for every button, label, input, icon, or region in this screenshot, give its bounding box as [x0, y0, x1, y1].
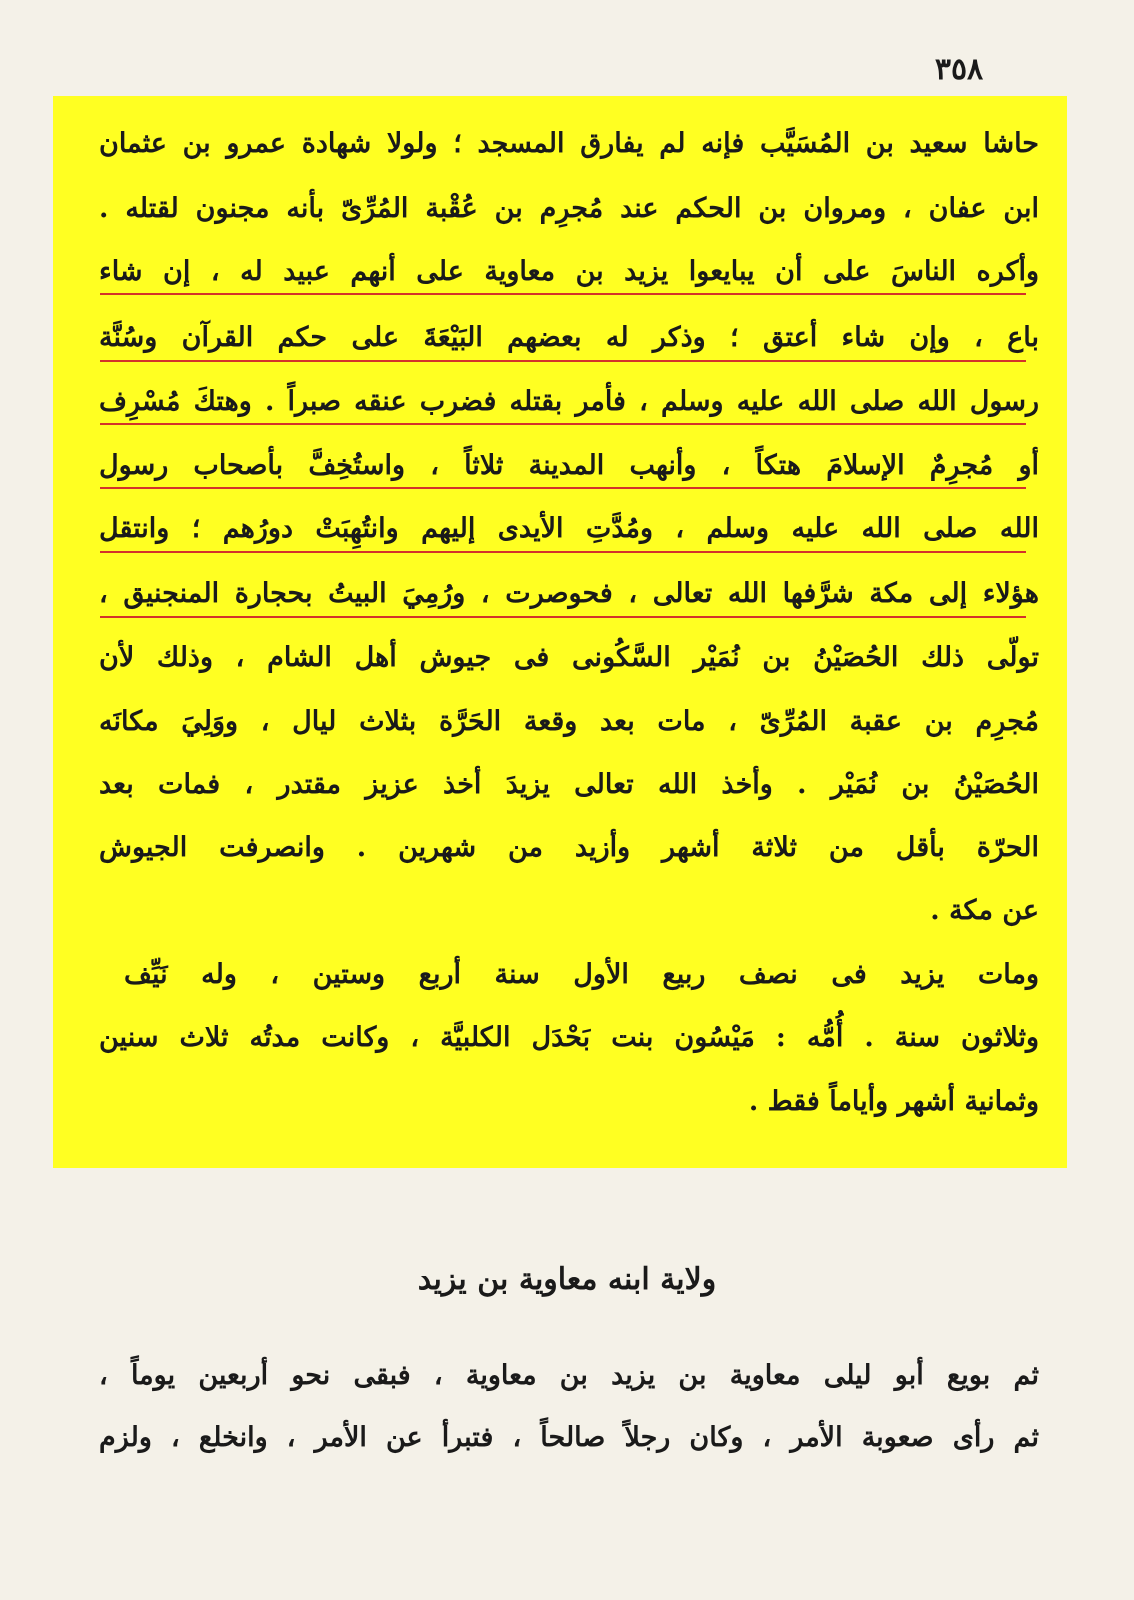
text-line: باع ، وإن شاء أعتق ؛ وذكر له بعضهم البَيْعَةَ على حكم القرآن وسُنَّة — [99, 322, 1039, 353]
red-underline — [100, 551, 1026, 553]
red-underline — [100, 616, 1026, 618]
page-number: ٣٥٨ — [934, 52, 984, 87]
red-underline — [100, 487, 1026, 489]
text-line: هؤلاء إلى مكة شرَّفها الله تعالى ، فحوصرت ، ورُمِيَ البيتُ بحجارة المنجنيق ، — [99, 578, 1039, 609]
text-line: الله صلى الله عليه وسلم ، ومُدَّتِ الأيدى إليهم وانتُهِبَتْ دورُهم ؛ وانتقل — [99, 513, 1039, 544]
body-line: ثم رأى صعوبة الأمر ، وكان رجلاً صالحاً ، فتبرأ عن الأمر ، وانخلع ، ولزم — [99, 1422, 1039, 1453]
text-line: ابن عفان ، ومروان بن الحكم عند مُجرِم بن عُقْبة المُرِّىّ بأنه مجنون لقتله . — [99, 193, 1039, 224]
section-heading: ولاية ابنه معاوية بن يزيد — [417, 1262, 717, 1297]
text-line: وأكره الناسَ على أن يبايعوا يزيد بن معاوية على أنهم عبيد له ، إن شاء — [99, 256, 1039, 287]
text-line: ومات يزيد فى نصف ربيع الأول سنة أربع وستين ، وله نَيِّف — [124, 959, 1039, 990]
text-line: تولّى ذلك الحُصَيْنُ بن نُمَيْر السَّكُونى فى جيوش أهل الشام ، وذلك لأن — [99, 642, 1039, 673]
red-underline — [100, 423, 1026, 425]
text-line: مُجرِم بن عقبة المُرِّىّ ، مات بعد وقعة الحَرَّة بثلاث ليال ، ووَلِيَ مكانَه — [99, 706, 1039, 737]
text-line: الحُصَيْنُ بن نُمَيْر . وأخذ الله تعالى يزيدَ أخذ عزيز مقتدر ، فمات بعد — [99, 769, 1039, 800]
red-underline — [100, 293, 1026, 295]
text-line: عن مكة . — [930, 895, 1039, 926]
text-line: رسول الله صلى الله عليه وسلم ، فأمر بقتله فضرب عنقه صبراً . وهتكَ مُسْرِف — [99, 386, 1039, 417]
text-line: وثمانية أشهر وأياماً فقط . — [748, 1086, 1039, 1117]
text-line: وثلاثون سنة . أُمُّه : مَيْسُون بنت بَحْدَل الكلبيَّة ، وكانت مدتُه ثلاث سنين — [99, 1022, 1039, 1053]
text-line: الحرّة بأقل من ثلاثة أشهر وأزيد من شهرين . وانصرفت الجيوش — [99, 832, 1039, 863]
text-line: أو مُجرِمٌ الإسلامَ هتكاً ، وأنهب المدينة ثلاثاً ، واستُخِفَّ بأصحاب رسول — [99, 450, 1039, 481]
red-underline — [100, 360, 1026, 362]
body-line: ثم بويع أبو ليلى معاوية بن يزيد بن معاوية ، فبقى نحو أربعين يوماً ، — [99, 1360, 1039, 1391]
text-line: حاشا سعيد بن المُسَيَّب فإنه لم يفارق المسجد ؛ ولولا شهادة عمرو بن عثمان — [99, 128, 1039, 159]
